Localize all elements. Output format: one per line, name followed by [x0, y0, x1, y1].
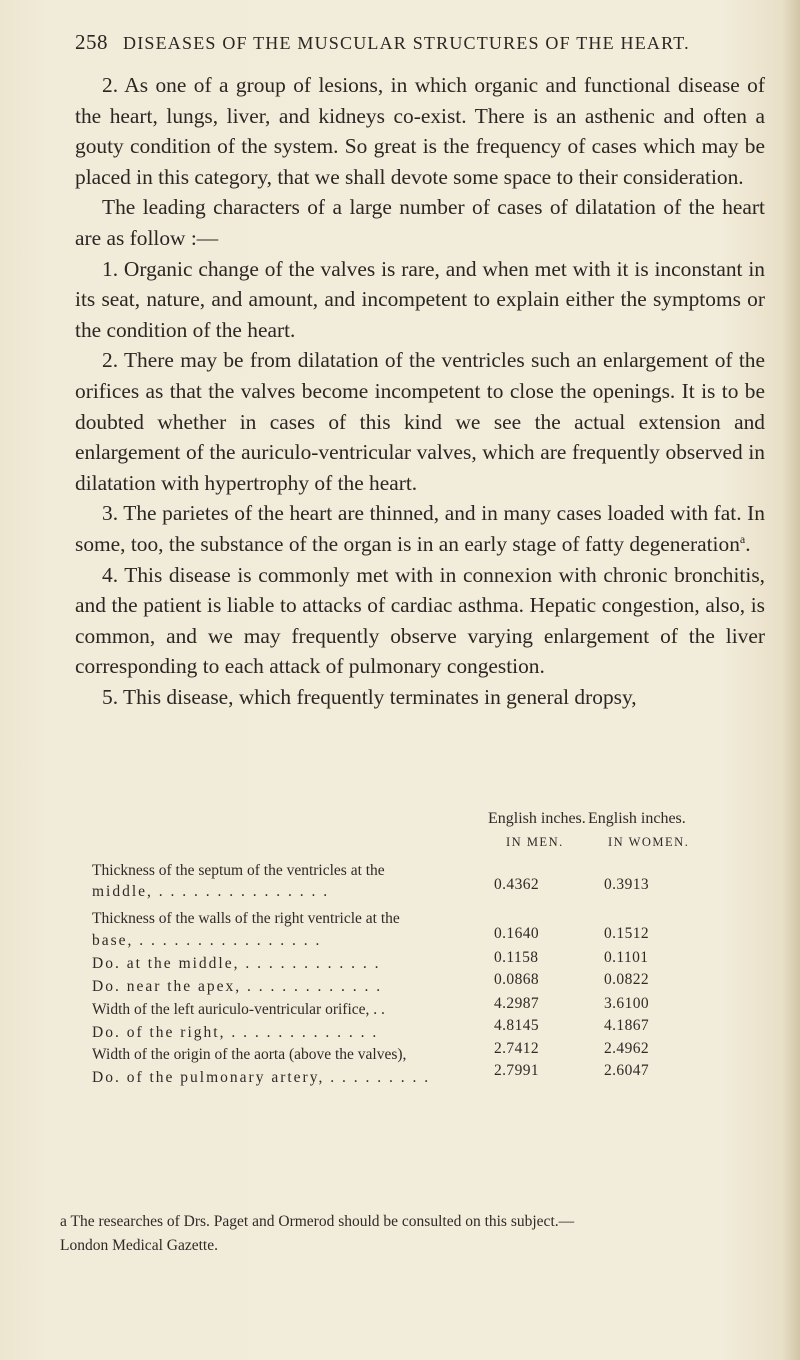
- table-row-label: Thickness of the walls of the right ventricle at the: [92, 910, 400, 927]
- table-cell-men: 4.8145: [494, 1017, 540, 1034]
- running-header: [75, 30, 775, 55]
- table-row-label: Do. near the apex, . . . . . . . . . . . .: [92, 978, 383, 995]
- paragraph-end: .: [745, 531, 751, 556]
- table-cell-men: 0.0868: [494, 971, 540, 988]
- paragraph: 2. As one of a group of lesions, in which organic and functional disease of the heart, lungs, liver, and kidneys co-exist. There is an asthenic and often a gouty condition of the system. So great is the frequency of cases which may be placed in this category, that we shall devote some space to their consideration.: [75, 73, 765, 189]
- table-cell-men: 0.1640: [494, 925, 540, 942]
- table-cell-women: 0.1101: [604, 949, 649, 966]
- table-row-label: middle, . . . . . . . . . . . . . . .: [92, 883, 330, 900]
- paragraph: 1. Organic change of the valves is rare, and when met with it is inconstant in its seat, nature, and amount, and incompetent to explain either the symptoms or the condition of the heart.: [75, 256, 765, 342]
- footnote-reference: a: [739, 531, 746, 546]
- paragraph: [75, 498, 765, 559]
- table-cell-women: 0.0822: [604, 971, 650, 988]
- column-subheader-men: IN MEN.: [506, 835, 564, 849]
- table-row-label: Do. of the right, . . . . . . . . . . . . .: [92, 1024, 379, 1041]
- table-row-label: Do. at the middle, . . . . . . . . . . . .: [92, 955, 381, 972]
- page-number: 258: [75, 30, 108, 54]
- footnote: [60, 1210, 780, 1258]
- table-row-label: base, . . . . . . . . . . . . . . . .: [92, 932, 322, 949]
- paragraph: 4. This disease is commonly met with in connexion with chronic bronchitis, and the patient is liable to attacks of cardiac asthma. Hepatic congestion, also, is common, and we may frequently observe varying enlargement of the liver corresponding to each attack of pulmonary congestion.: [75, 562, 765, 679]
- table-row-label: Thickness of the septum of the ventricles at the: [92, 862, 385, 879]
- paragraph: 5. This disease, which frequently terminates in general dropsy,: [102, 684, 637, 709]
- table-cell-women: 0.3913: [604, 876, 650, 893]
- table-cell-women: 4.1867: [604, 1017, 650, 1034]
- running-title: DISEASES OF THE MUSCULAR STRUCTURES OF THE HEART.: [123, 33, 690, 53]
- footnote-text: The researches of Drs. Paget and Ormerod should be consulted on this subject.—: [70, 1213, 575, 1230]
- table-cell-women: 3.6100: [604, 995, 650, 1012]
- table-cell-women: 0.1512: [604, 925, 650, 942]
- table-cell-men: 0.4362: [494, 876, 540, 893]
- table-row-label: Width of the left auriculo-ventricular orifice, . .: [92, 1001, 385, 1018]
- column-header-women: English inches.: [588, 810, 686, 827]
- table-cell-men: 2.7991: [494, 1062, 540, 1079]
- paragraph: The leading characters of a large number of cases of dilatation of the heart are as follow :—: [75, 195, 765, 250]
- paragraph: 2. There may be from dilatation of the ventricles such an enlargement of the orifices as that the valves become incompetent to close the openings. It is to be doubted whether in cases of this kind we see the actual extension and enlargement of the auriculo-ventricular valves, which are frequently observed in dilatation with hypertrophy of the heart.: [75, 348, 765, 495]
- paragraph-text: 3. The parietes of the heart are thinned, and in many cases loaded with fat. In some, too, the substance of the organ is in an early stage of fatty degeneration: [75, 501, 765, 556]
- table-row-label: Do. of the pulmonary artery, . . . . . . . . .: [92, 1069, 431, 1086]
- table-row-label: Width of the origin of the aorta (above the valves),: [92, 1046, 407, 1063]
- column-header-men: English inches.: [488, 810, 586, 827]
- footnote-marker: a: [60, 1213, 67, 1230]
- table-cell-women: 2.6047: [604, 1062, 650, 1079]
- table-cell-men: 4.2987: [494, 995, 540, 1012]
- table-cell-women: 2.4962: [604, 1040, 650, 1057]
- footnote-line: [60, 1210, 780, 1234]
- page-edge-shadow: [782, 0, 800, 1360]
- footnote-source: London Medical Gazette.: [60, 1237, 218, 1254]
- column-subheader-women: IN WOMEN.: [608, 835, 690, 849]
- table-cell-men: 0.1158: [494, 949, 539, 966]
- main-text: [75, 70, 765, 712]
- table-cell-men: 2.7412: [494, 1040, 540, 1057]
